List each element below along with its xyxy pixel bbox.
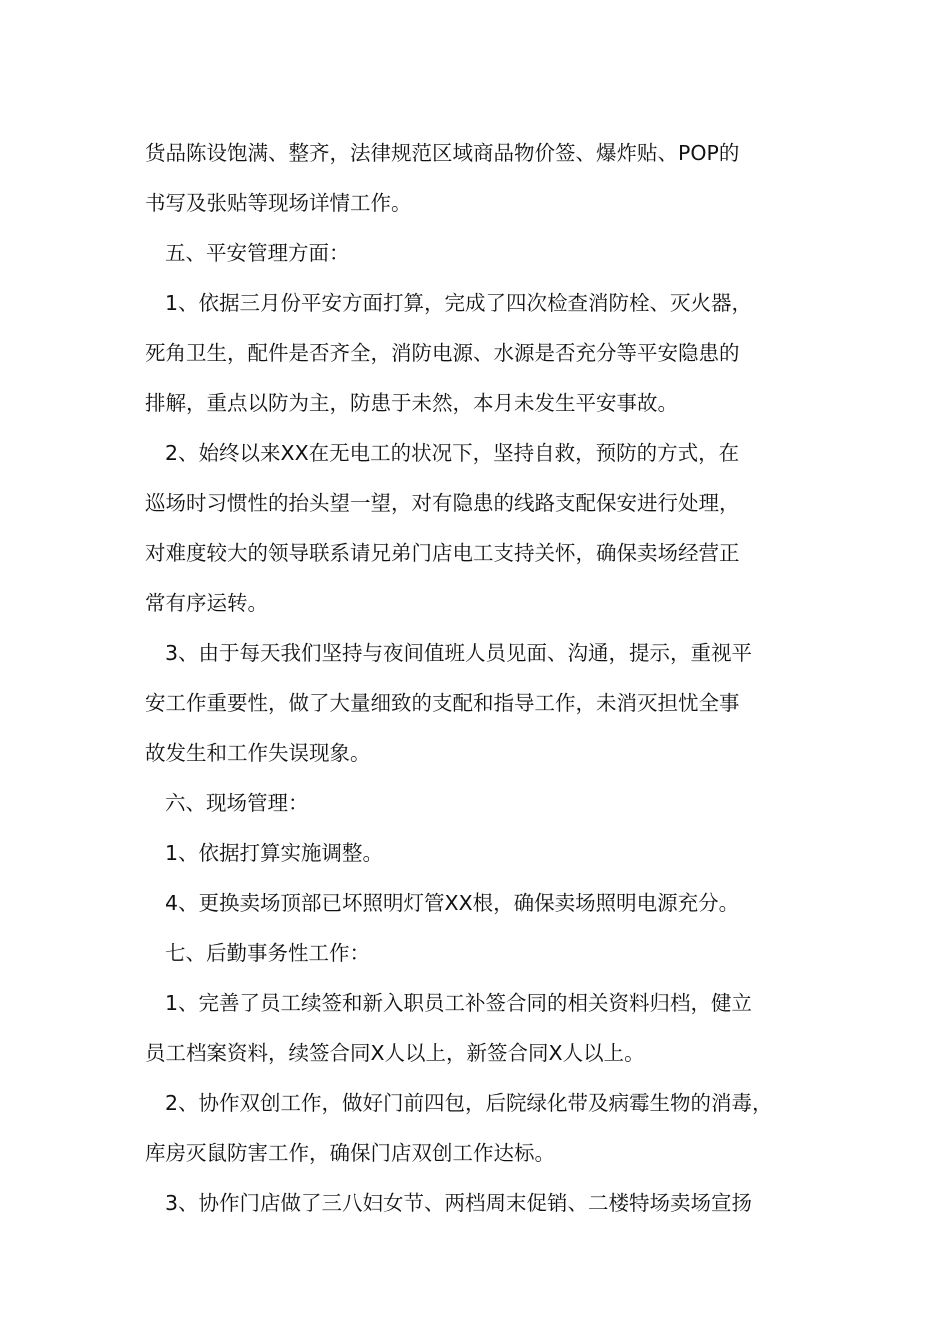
text-line: 2、始终以来XX在无电工的状况下，坚持自救，预防的方式，在 bbox=[165, 441, 740, 465]
text-line: 2、协作双创工作，做好门前四包，后院绿化带及病霉生物的消毒， bbox=[165, 1091, 773, 1115]
text-line: 巡场时习惯性的抬头望一望，对有隐患的线路支配保安进行处理， bbox=[145, 491, 740, 515]
paragraph-7-2 bbox=[145, 1078, 815, 1178]
paragraph-5-3 bbox=[145, 628, 815, 778]
paragraph-5-1 bbox=[145, 278, 815, 428]
text-line: 货品陈设饱满、整齐，法律规范区域商品物价签、爆炸贴、POP的 bbox=[145, 141, 740, 165]
text-line: 3、由于每天我们坚持与夜间值班人员见面、沟通，提示，重视平 bbox=[165, 641, 753, 665]
text-line: 对难度较大的领导联系请兄弟门店电工支持关怀，确保卖场经营正 bbox=[145, 541, 740, 565]
section-heading-6 bbox=[145, 778, 815, 828]
text-line: 安工作重要性，做了大量细致的支配和指导工作，未消灭担忧全事 bbox=[145, 691, 740, 715]
heading-text: 六、现场管理： bbox=[165, 791, 309, 815]
text-line: 排解，重点以防为主，防患于未然，本月未发生平安事故。 bbox=[145, 391, 678, 415]
paragraph-7-1 bbox=[145, 978, 815, 1078]
text-line: 4、更换卖场顶部已坏照明灯管XX根，确保卖场照明电源充分。 bbox=[165, 891, 740, 915]
text-line: 死角卫生，配件是否齐全，消防电源、水源是否充分等平安隐患的 bbox=[145, 341, 740, 365]
paragraph-6-4 bbox=[145, 878, 815, 928]
paragraph-7-3 bbox=[145, 1178, 815, 1228]
text-line: 故发生和工作失误现象。 bbox=[145, 741, 371, 765]
text-line: 库房灭鼠防害工作，确保门店双创工作达标。 bbox=[145, 1141, 555, 1165]
text-line: 员工档案资料，续签合同X人以上，新签合同X人以上。 bbox=[145, 1041, 645, 1065]
section-heading-7 bbox=[145, 928, 815, 978]
text-line: 1、完善了员工续签和新入职员工补签合同的相关资料归档，健立 bbox=[165, 991, 753, 1015]
paragraph-1 bbox=[145, 128, 815, 228]
document-body bbox=[145, 128, 815, 1228]
heading-text: 七、后勤事务性工作： bbox=[165, 941, 370, 965]
paragraph-6-1 bbox=[145, 828, 815, 878]
text-line: 1、依据打算实施调整。 bbox=[165, 841, 384, 865]
section-heading-5 bbox=[145, 228, 815, 278]
heading-text: 五、平安管理方面： bbox=[165, 241, 350, 265]
paragraph-5-2 bbox=[145, 428, 815, 628]
text-line: 常有序运转。 bbox=[145, 591, 268, 615]
text-line: 书写及张贴等现场详情工作。 bbox=[145, 191, 412, 215]
text-line: 1、依据三月份平安方面打算，完成了四次检查消防栓、灭火器， bbox=[165, 291, 753, 315]
text-line: 3、协作门店做了三八妇女节、两档周末促销、二楼特场卖场宣扬 bbox=[165, 1191, 753, 1215]
